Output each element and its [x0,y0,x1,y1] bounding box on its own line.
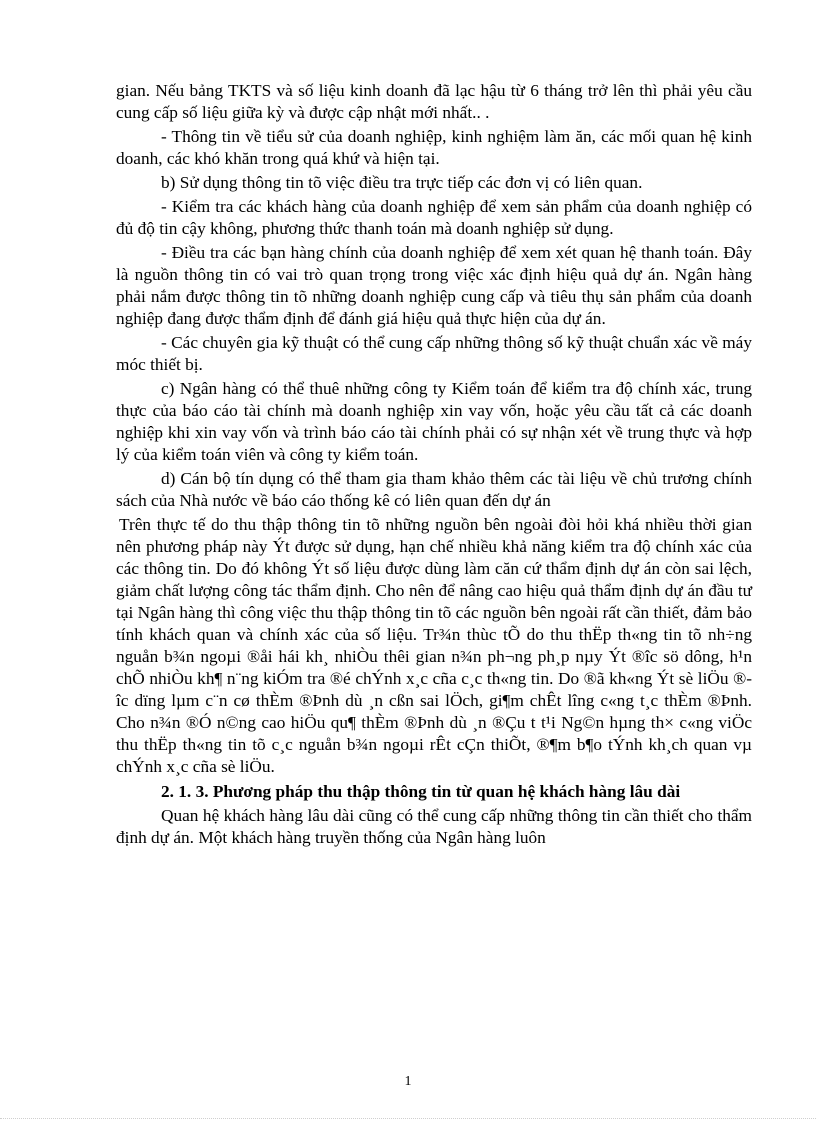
paragraph: Trên thực tế do thu thập thông tin tõ những nguồn bên ngoài đòi hỏi khá nhiều thời gian nên phương pháp này Ýt được sử dụng, hạn chế nhiều khả năng kiểm tra độ chính xác của các thông tin. Do đó không Ýt số liệu được dùng làm căn cứ thẩm định dự án còn sai lệch, giảm chất lượng công tác thẩm định. Cho nên để nâng cao hiệu quả thẩm định dự án đầu tư tại Ngân hàng thì công việc thu thập thông tin tõ các nguồn bên ngoài rất cần thiết, đảm bảo tính khách quan và chính xác của số liệu. Tr¾n thùc tÕ do thu thËp th«ng tin tõ nh÷ng nguån b¾n ngoµi ®åi hái kh¸ nhiÒu thêi gian n¾n ph¬ng ph¸p nµy Ýt ®îc sö dông, h¹n chÕ nhiÒu kh¶ n¨ng kiÓm tra ®é chÝnh x¸c cña c¸c th«ng tin. Do ®ã kh«ng Ýt sè liÖu ®îc dïng lµm c¨n cø thÈm ®Þnh dù ¸n cßn sai lÖch, gi¶m chÊt lîng c«ng t¸c thÈm ®Þnh. Cho n¾n ®Ó n©ng cao hiÖu qu¶ thÈm ®Þnh dù ¸n ®Çu t t¹i Ng©n hµng th× c«ng viÖc thu thËp th«ng tin tõ c¸c nguån b¾n ngoµi rÊt cÇn thiÕt, ®¶m b¶o tÝnh kh¸ch quan vµ chÝnh x¸c cña sè liÖu. [116,515,752,776]
page-number: 1 [404,1074,412,1089]
paragraph: - Các chuyên gia kỹ thuật có thể cung cấp những thông số kỹ thuật chuẩn xác về máy móc thiết bị. [116,333,752,374]
paragraph: d) Cán bộ tín dụng có thể tham gia tham khảo thêm các tài liệu về chủ trương chính sách của Nhà nước về báo cáo thống kê có liên quan đến dự án [116,469,752,510]
paragraph: c) Ngân hàng có thể thuê những công ty Kiểm toán để kiểm tra độ chính xác, trung thực của báo cáo tài chính mà doanh nghiệp xin vay vốn, hoặc yêu cầu tất cả các doanh nghiệp khi xin vay vốn và trình báo cáo tài chính phải có sự nhận xét về trung thực và hợp lý của kiểm toán viên và công ty kiểm toán. [116,379,752,464]
paragraph: - Điều tra các bạn hàng chính của doanh nghiệp để xem xét quan hệ thanh toán. Đây là nguồn thông tin có vai trò quan trọng trong việc xác định hiệu quả dự án. Ngân hàng phải nắm được thông tin tõ những doanh nghiệp cung cấp và tiêu thụ sản phẩm của doanh nghiệp đang được thẩm định để đánh giá hiệu quả thực hiện của dự án. [116,243,752,328]
paragraph: b) Sử dụng thông tin tõ việc điều tra trực tiếp các đơn vị có liên quan. [161,173,643,192]
paragraph: - Kiểm tra các khách hàng của doanh nghiệp để xem sản phẩm của doanh nghiệp có đủ độ tin cậy không, phương thức thanh toán mà doanh nghiệp sử dụng. [116,197,752,238]
section-heading: 2. 1. 3. Phương pháp thu thập thông tin từ quan hệ khách hàng lâu dài [161,782,681,801]
document-body [116,80,752,851]
page-bottom-divider [0,1118,816,1119]
paragraph: Quan hệ khách hàng lâu dài cũng có thể cung cấp những thông tin cần thiết cho thẩm định dự án. Một khách hàng truyền thống của Ngân hàng luôn [116,806,752,847]
paragraph: gian. Nếu bảng TKTS và số liệu kinh doanh đã lạc hậu từ 6 tháng trở lên thì phải yêu cầu cung cấp số liệu giữa kỳ và được cập nhật mới nhất.. . [116,81,752,122]
paragraph: - Thông tin về tiểu sử của doanh nghiệp, kinh nghiệm làm ăn, các mối quan hệ kinh doanh, các khó khăn trong quá khứ và hiện tại. [116,127,752,168]
